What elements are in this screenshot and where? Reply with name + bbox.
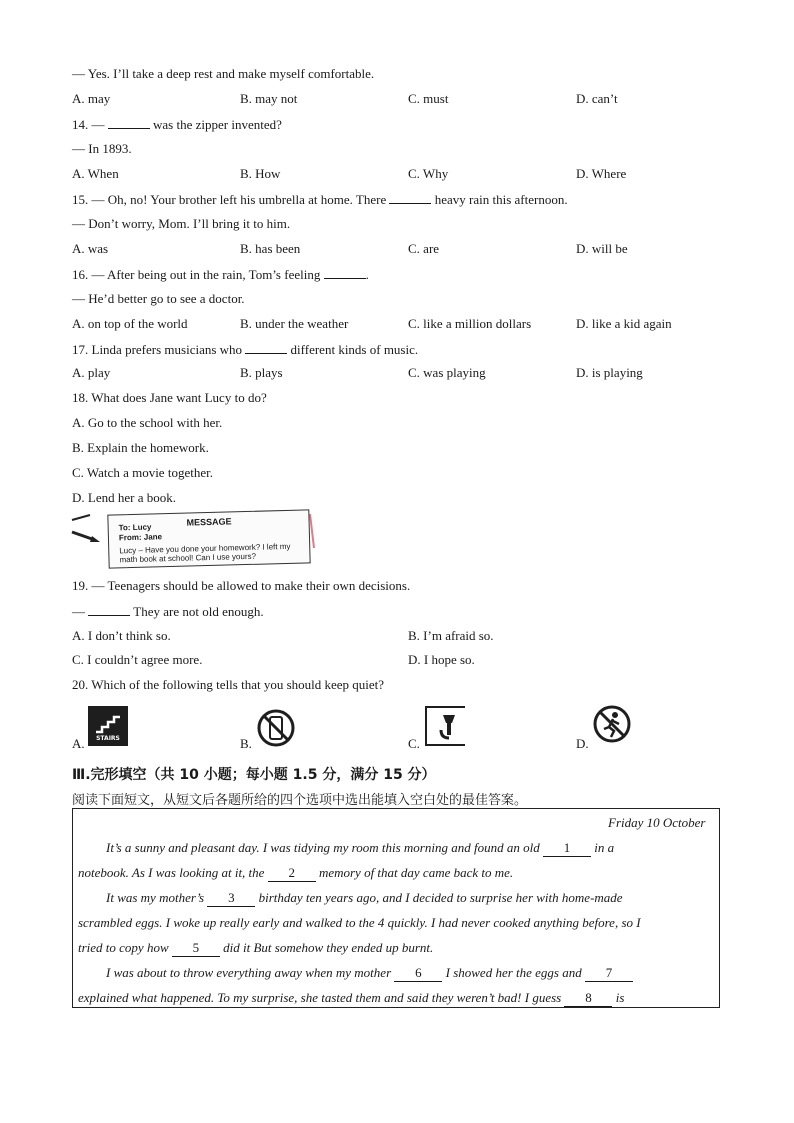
passage-text: explained what happened. To my surprise, she tasted them and said they weren’t bad! I guess [78, 990, 565, 1005]
q18-option-d: D. Lend her a book. [72, 490, 176, 505]
q17-stem [72, 341, 418, 358]
blank-1: 1 [543, 840, 591, 857]
q15-stem-pre: 15. — Oh, no! Your brother left his umbrella at home. There [72, 192, 390, 207]
passage-date: Friday 10 October [608, 815, 706, 830]
q14-stem-pre: 14. — [72, 117, 108, 132]
passage-line-1 [106, 840, 614, 857]
passage-text: tried to copy how [78, 940, 172, 955]
q16-stem-pre: 16. — After being out in the rain, Tom’s feeling [72, 267, 324, 282]
q14-stem-post: was the zipper invented? [149, 117, 282, 132]
passage-text: in a [590, 840, 615, 855]
passage-text: birthday ten years ago, and I decided to surprise her with home-made [255, 890, 623, 905]
passage-line-3 [106, 890, 623, 907]
q18-option-a: A. Go to the school with her. [72, 415, 223, 430]
passage-text: notebook. As I was looking at it, the [78, 865, 268, 880]
q14-option-d: D. Where [576, 166, 627, 181]
passage-text: I was about to throw everything away when my mother [106, 965, 395, 980]
q17-option-c: C. was playing [408, 365, 486, 380]
blank-3: 3 [207, 890, 255, 907]
q18-stem: 18. What does Jane want Lucy to do? [72, 390, 267, 405]
blank-8: 8 [564, 990, 612, 1007]
q14-option-a: A. When [72, 166, 119, 181]
q17-option-a: A. play [72, 365, 111, 380]
passage-line-7 [78, 990, 624, 1007]
q14-option-c: C. Why [408, 166, 449, 181]
q17-stem-pre: 17. Linda prefers musicians who [72, 342, 246, 357]
q19-stem: 19. — Teenagers should be allowed to make their own decisions. [72, 578, 411, 593]
q20-stem: 20. Which of the following tells that you should keep quiet? [72, 677, 385, 692]
passage-text: It was my mother’s [106, 890, 208, 905]
passage-text: is [612, 990, 625, 1005]
q15-stem-post: heavy rain this afternoon. [431, 192, 568, 207]
q20-option-d-letter: D. [576, 736, 589, 751]
q16-option-b: B. under the weather [240, 316, 349, 331]
q15-option-d: D. will be [576, 241, 628, 256]
stairs-sign-label: STAIRS [96, 735, 120, 742]
blank-6: 6 [394, 965, 442, 982]
q17-option-b: B. plays [240, 365, 283, 380]
blank-2: 2 [268, 865, 316, 882]
q14-blank [108, 116, 150, 129]
q13-answer-line: — Yes. I’ll take a deep rest and make myself comfortable. [72, 66, 375, 81]
q15-option-c: C. are [408, 241, 440, 256]
q17-option-d: D. is playing [576, 365, 643, 380]
q15-stem [72, 191, 568, 208]
passage-text: did it But somehow they ended up burnt. [219, 940, 434, 955]
q17-stem-post: different kinds of music. [287, 342, 419, 357]
q19-option-a: A. I don’t think so. [72, 628, 171, 643]
no-running-sign-icon [592, 704, 632, 744]
passage-text: It’s a sunny and pleasant day. I was tidying my room this morning and found an old [106, 840, 543, 855]
q16-answer-line: — He’d better go to see a doctor. [72, 291, 245, 306]
passage-line-5 [78, 940, 433, 957]
q20-option-c-letter: C. [408, 736, 420, 751]
q13-option-b: B. may not [240, 91, 298, 106]
q19-blank [88, 603, 130, 616]
section3-instruction: 阅读下面短文，从短文后各题所给的四个选项中选出能填入空白处的最佳答案。 [72, 793, 528, 808]
message-to: To: Lucy [118, 522, 152, 533]
q20-option-a-letter: A. [72, 736, 85, 751]
blank-7: 7 [585, 965, 633, 982]
q16-option-c: C. like a million dollars [408, 316, 532, 331]
stairs-sign-icon [88, 706, 128, 746]
message-from: From: Jane [118, 532, 163, 543]
passage-line-4: scrambled eggs. I woke up really early and walked to the 4 quickly. I had never cooked anything before, so I [78, 915, 641, 930]
pencil-icon [70, 512, 106, 544]
q14-stem [72, 116, 282, 133]
q18-option-c: C. Watch a movie together. [72, 465, 213, 480]
q19-answer-post: They are not old enough. [130, 604, 264, 619]
q19-option-b: B. I’m afraid so. [408, 628, 494, 643]
section3-heading: Ⅲ.完形填空（共 10 小题；每小题 1.5 分，满分 15 分） [72, 767, 436, 783]
q14-option-b: B. How [240, 166, 281, 181]
q18-option-b: B. Explain the homework. [72, 440, 209, 455]
q15-option-b: B. has been [240, 241, 301, 256]
message-body-line2: math book at school! Can I use yours? [119, 551, 257, 565]
q16-stem [72, 266, 369, 283]
message-body-line1: Lucy – Have you done your homework? I left my [119, 541, 291, 556]
speaker-sign-icon [425, 706, 465, 746]
message-title: MESSAGE [186, 516, 232, 528]
q19-option-d: D. I hope so. [408, 652, 475, 667]
q19-option-c: C. I couldn’t agree more. [72, 652, 203, 667]
q13-option-a: A. may [72, 91, 111, 106]
passage-text: I showed her the eggs and [442, 965, 585, 980]
blank-5: 5 [172, 940, 220, 957]
q14-answer-line: — In 1893. [72, 141, 132, 156]
message-card [107, 509, 310, 568]
q17-blank [245, 341, 287, 354]
q15-option-a: A. was [72, 241, 109, 256]
q16-blank [324, 266, 366, 279]
q16-stem-post: . [365, 267, 369, 282]
q20-option-b-letter: B. [240, 736, 252, 751]
q13-option-d: D. can’t [576, 91, 618, 106]
q19-answer-line: — They are not old enough. [72, 604, 264, 619]
q15-answer-line: — Don’t worry, Mom. I’ll bring it to him. [72, 216, 291, 231]
q16-option-d: D. like a kid again [576, 316, 672, 331]
passage-text: memory of that day came back to me. [315, 865, 514, 880]
passage-line-2 [78, 865, 513, 882]
q15-blank [389, 191, 431, 204]
q13-option-c: C. must [408, 91, 449, 106]
q16-option-a: A. on top of the world [72, 316, 188, 331]
passage-line-6 [106, 965, 633, 982]
no-phone-sign-icon [256, 708, 296, 748]
